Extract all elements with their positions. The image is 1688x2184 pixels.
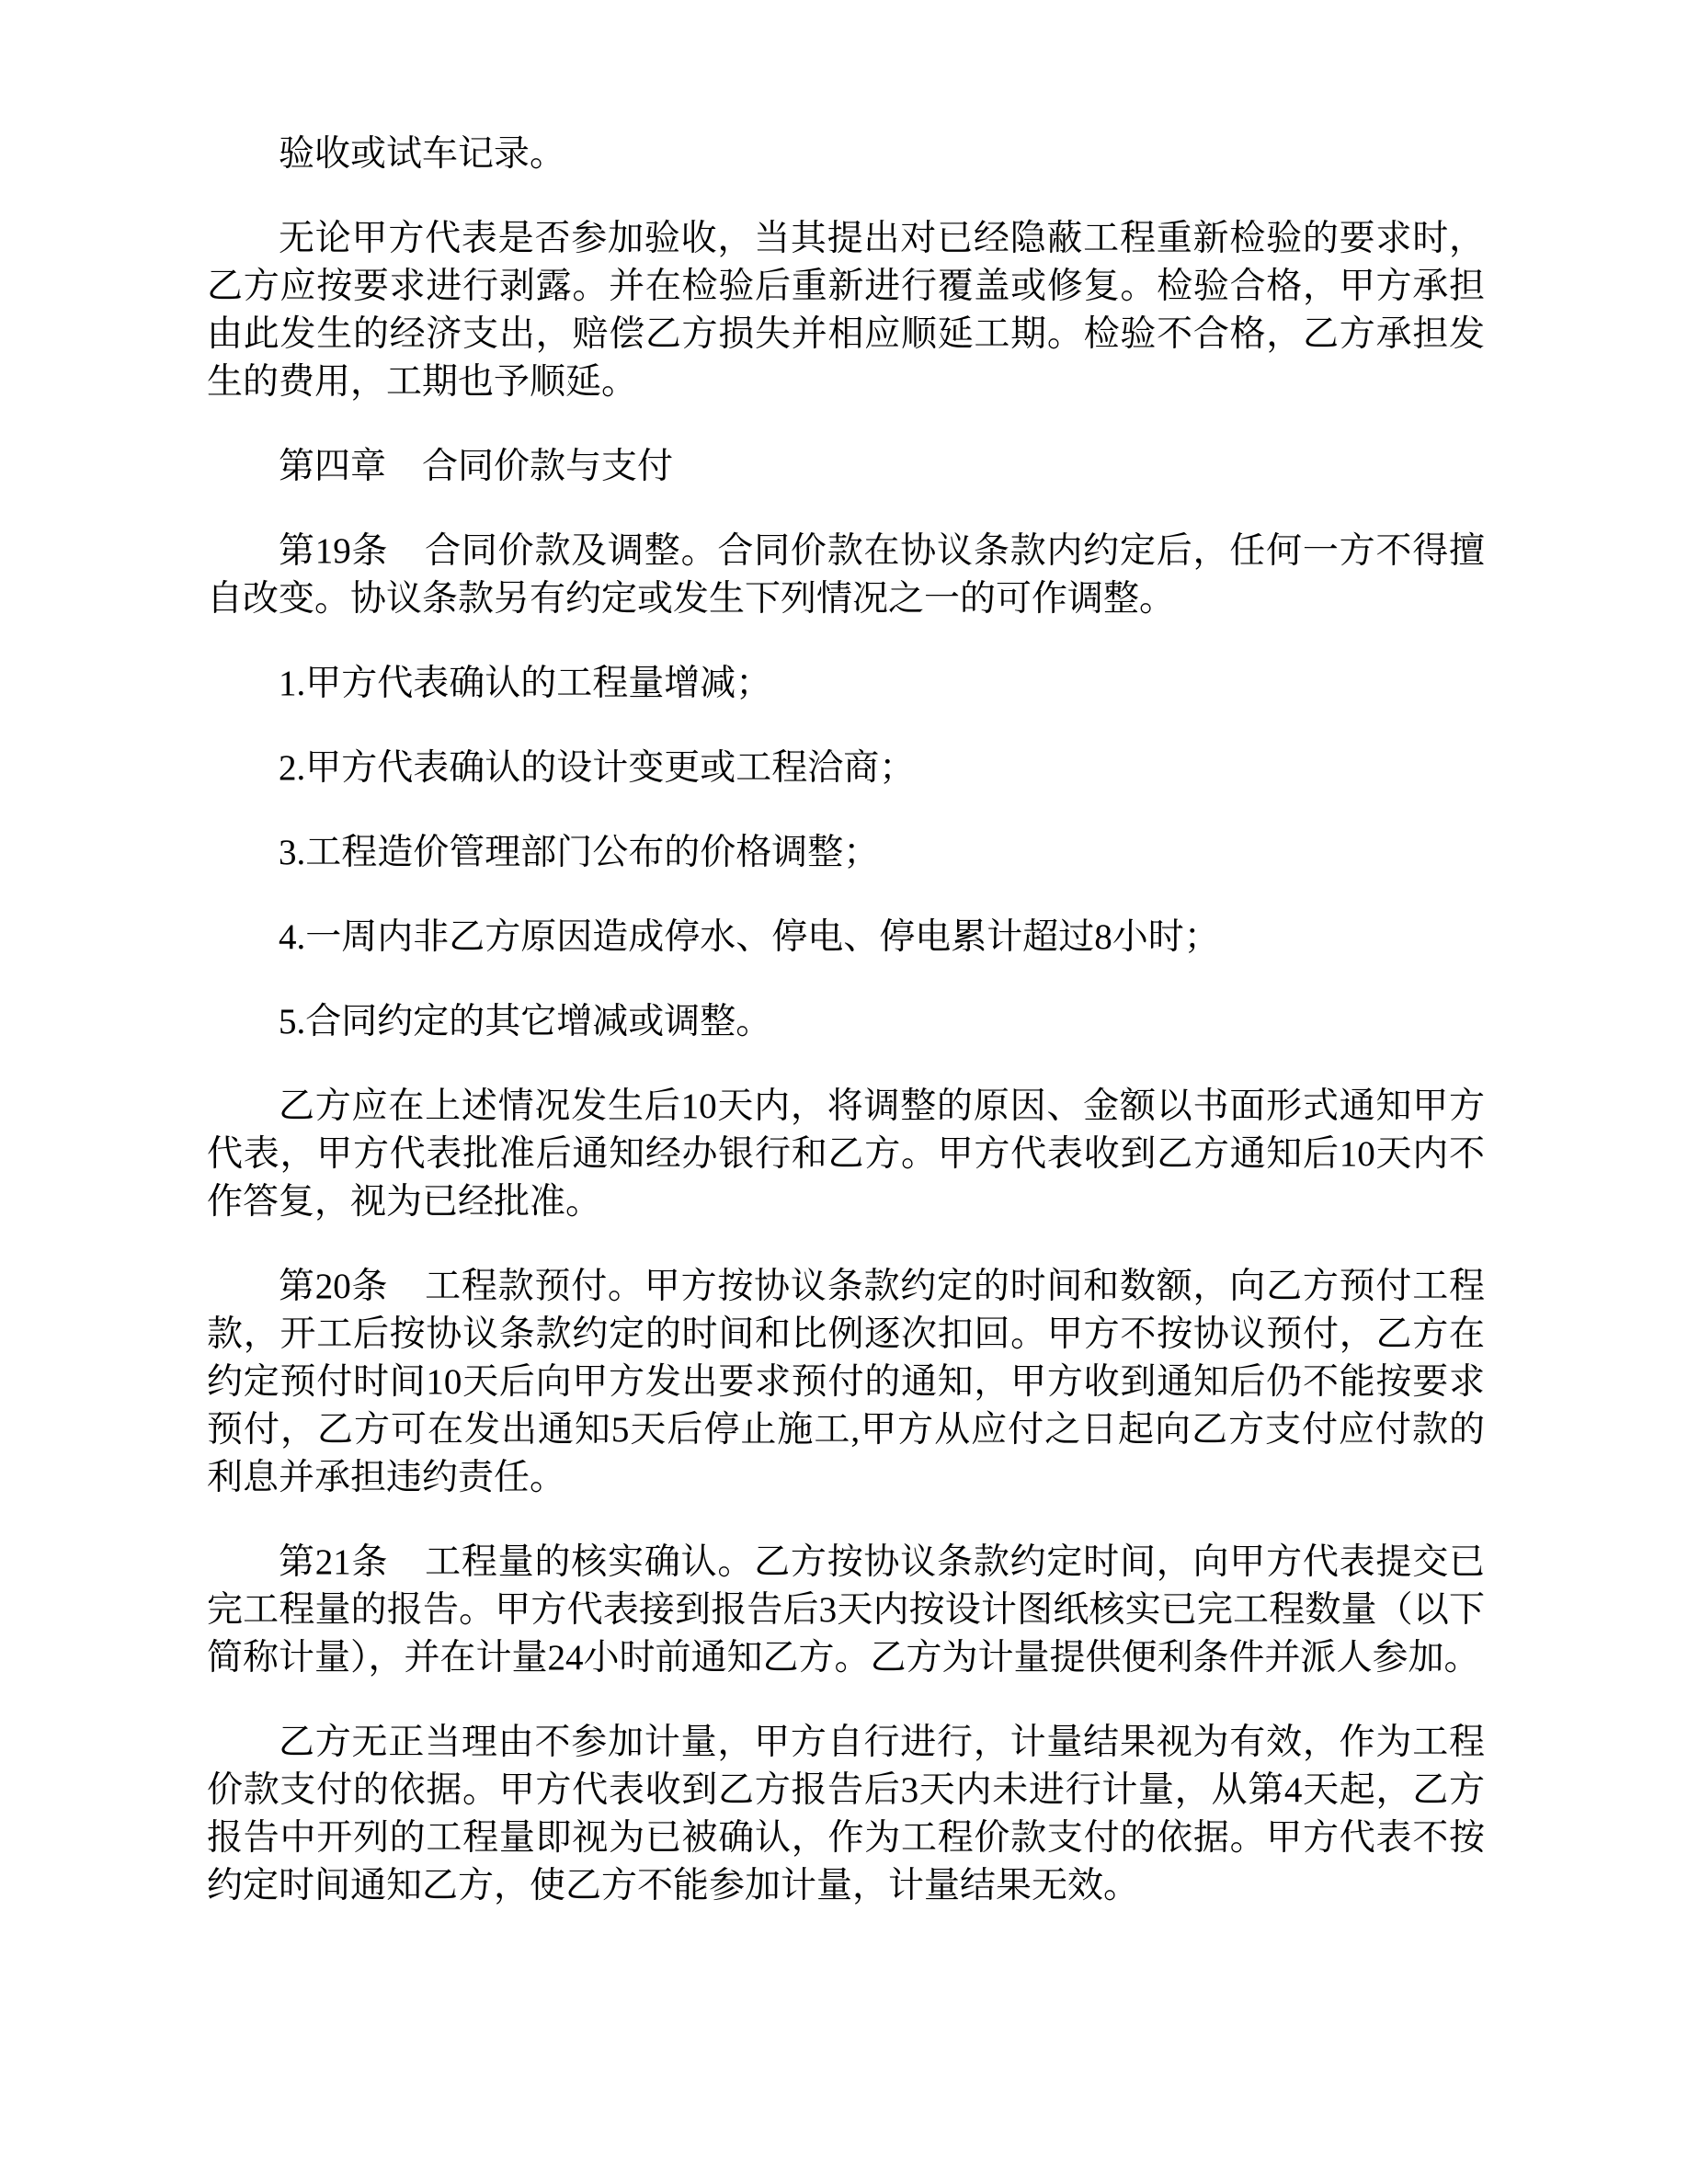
- paragraph-7: 3.工程造价管理部门公布的价格调整；: [279, 833, 880, 872]
- contract-text-body: [207, 131, 1485, 1910]
- paragraph-12: 第21条 工程量的核实确认。乙方按协议条款约定时间，向甲方代表提交已完工程量的报告。甲方代表接到报告后3天内按设计图纸核实已完工程数量（以下简称计量），并在计量24小时前通知乙方。乙方为计量提供便利条件并派人参加。: [207, 1542, 1485, 1678]
- paragraph-10: 乙方应在上述情况发生后10天内，将调整的原因、金额以书面形式通知甲方代表，甲方代表批准后通知经办银行和乙方。甲方代表收到乙方通知后10天内不作答复，视为已经批准。: [207, 1086, 1485, 1222]
- paragraph-9: 5.合同约定的其它增减或调整。: [279, 1002, 772, 1041]
- paragraph-6: 2.甲方代表确认的设计变更或工程洽商；: [279, 748, 916, 788]
- paragraph-11: 第20条 工程款预付。甲方按协议条款约定的时间和数额，向乙方预付工程款，开工后按协议条款约定的时间和比例逐次扣回。甲方不按协议预付，乙方在约定预付时间10天后向甲方发出要求预付的通知，甲方收到通知后仍不能按要求预付，乙方可在发出通知5天后停止施工,甲方从应付之日起向乙方支付应付款的利息并承担违约责任。: [207, 1267, 1485, 1497]
- paragraph-4: 第19条 合同价款及调整。合同价款在协议条款内约定后，任何一方不得擅自改变。协议条款另有约定或发生下列情况之一的可作调整。: [207, 531, 1485, 619]
- paragraph-1: 验收或试车记录。: [279, 134, 566, 174]
- chapter-heading: 第四章 合同价款与支付: [279, 447, 674, 486]
- paragraph-5: 1.甲方代表确认的工程量增减；: [279, 664, 772, 703]
- paragraph-13: 乙方无正当理由不参加计量，甲方自行进行，计量结果视为有效，作为工程价款支付的依据。甲方代表收到乙方报告后3天内未进行计量，从第4天起，乙方报告中开列的工程量即视为已被确认，作为工程价款支付的依据。甲方代表不按约定时间通知乙方，使乙方不能参加计量，计量结果无效。: [207, 1723, 1485, 1905]
- paragraph-2: 无论甲方代表是否参加验收，当其提出对已经隐蔽工程重新检验的要求时，乙方应按要求进行剥露。并在检验后重新进行覆盖或修复。检验合格，甲方承担由此发生的经济支出，赔偿乙方损失并相应顺延工期。检验不合格，乙方承担发生的费用，工期也予顺延。: [207, 219, 1485, 402]
- paragraph-8: 4.一周内非乙方原因造成停水、停电、停电累计超过8小时；: [279, 917, 1220, 957]
